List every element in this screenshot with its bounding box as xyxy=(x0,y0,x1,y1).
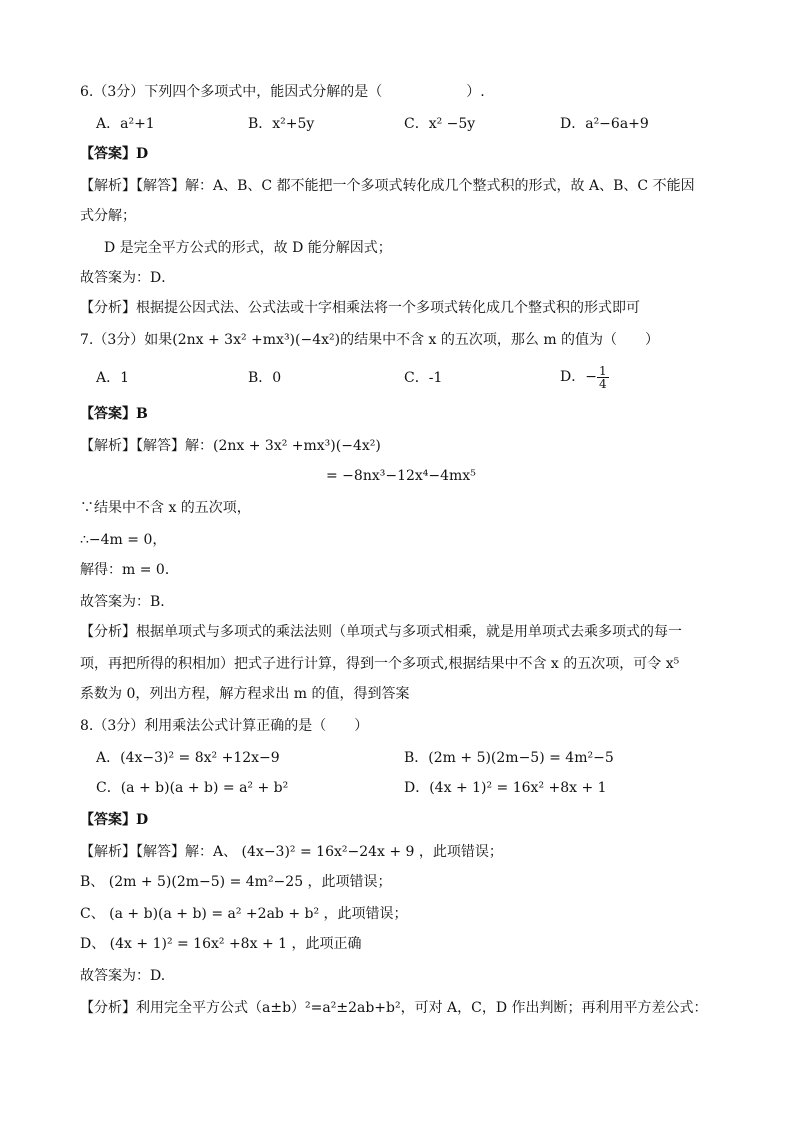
q7-option-b: B．0 xyxy=(248,370,282,386)
q7-option-a: A．1 xyxy=(96,370,130,386)
q6-option-d: D．a²−6a+9 xyxy=(560,116,649,132)
q7-analysis-line: = −8nx³−12x⁴−4mx⁵ xyxy=(326,468,476,484)
q7-answer: 【答案】B xyxy=(80,406,148,422)
q8-option-c: C．(a + b)(a + b) = a² + b² xyxy=(96,780,289,796)
fraction-denominator: 4 xyxy=(598,376,607,391)
q6-answer: 【答案】D xyxy=(80,146,149,162)
q8-analysis-line: 故答案为：D. xyxy=(80,968,166,984)
q7-analysis-line: 【解析】【解答】解：(2nx + 3x² +mx³)(−4x²) xyxy=(80,438,381,454)
q7-option-d xyxy=(560,362,609,392)
q8-option-b: B．(2m + 5)(2m−5) = 4m²−5 xyxy=(404,750,614,766)
q7-analysis-line: 解得：m = 0． xyxy=(80,562,179,578)
q6-option-a: A．a²+1 xyxy=(96,116,155,132)
q7-analysis-line: ∵结果中不含 x 的五次项， xyxy=(80,500,251,516)
q6-stem: 6.（3分）下列四个多项式中，能因式分解的是（ ）. xyxy=(80,84,485,100)
q7-option-d-prefix: D．− xyxy=(560,369,597,385)
fraction xyxy=(597,365,609,390)
q7-stem: 7.（3分）如果(2nx + 3x² +mx³)(−4x²)的结果中不含 x 的五次项，那么 m 的值为（ ） xyxy=(80,332,660,348)
q6-option-c: C．x² −5y xyxy=(404,116,476,132)
q8-option-d: D．(4x + 1)² = 16x² +8x + 1 xyxy=(404,780,607,796)
q6-fenxi: 【分析】根据提公因式法、公式法或十字相乘法将一个多项式转化成几个整式积的形式即可 xyxy=(80,300,640,316)
q8-stem: 8.（3分）利用乘法公式计算正确的是（ ） xyxy=(80,718,369,734)
q8-analysis-line: B、 (2m + 5)(2m−5) = 4m²−25 ，此项错误； xyxy=(80,874,392,890)
q6-analysis-line: D 是完全平方公式的形式，故 D 能分解因式； xyxy=(104,240,392,256)
fraction-numerator: 1 xyxy=(598,363,607,378)
q7-fenxi: 系数为 0，列出方程，解方程求出 m 的值，得到答案 xyxy=(80,686,410,702)
q6-analysis-line: 【解析】【解答】解：A、B、C 都不能把一个多项式转化成几个整式积的形式，故 A、B、C 不能因 xyxy=(80,178,695,194)
q7-analysis-line: 故答案为：B. xyxy=(80,594,165,610)
q8-analysis-line: C、 (a + b)(a + b) = a² +2ab + b² ，此项错误； xyxy=(80,906,408,922)
q6-option-b: B．x²+5y xyxy=(248,116,315,132)
q7-fenxi: 【分析】根据单项式与多项式的乘法法则（单项式与多项式相乘，就是用单项式去乘多项式的每一 xyxy=(80,624,682,640)
q6-analysis-line: 式分解； xyxy=(80,208,136,224)
q7-analysis-line: ∴−4m = 0， xyxy=(80,532,167,548)
q8-analysis-line: D、 (4x + 1)² = 16x² +8x + 1 ，此项正确 xyxy=(80,936,362,952)
q8-analysis-line: 【解析】【解答】解：A、 (4x−3)² = 16x²−24x + 9 ，此项错误； xyxy=(80,844,503,860)
q8-option-a: A．(4x−3)² = 8x² +12x−9 xyxy=(96,750,280,766)
q7-option-c: C．-1 xyxy=(404,370,443,386)
q7-fenxi: 项，再把所得的积相加）把式子进行计算，得到一个多项式,根据结果中不含 x 的五次项，可令 x⁵ xyxy=(80,656,680,672)
q6-analysis-line: 故答案为：D． xyxy=(80,270,176,286)
q8-answer: 【答案】D xyxy=(80,812,149,828)
q8-fenxi: 【分析】利用完全平方公式（a±b）²=a²±2ab+b²，可对 A，C，D 作出判断；再利用平方差公式： xyxy=(80,1000,708,1016)
